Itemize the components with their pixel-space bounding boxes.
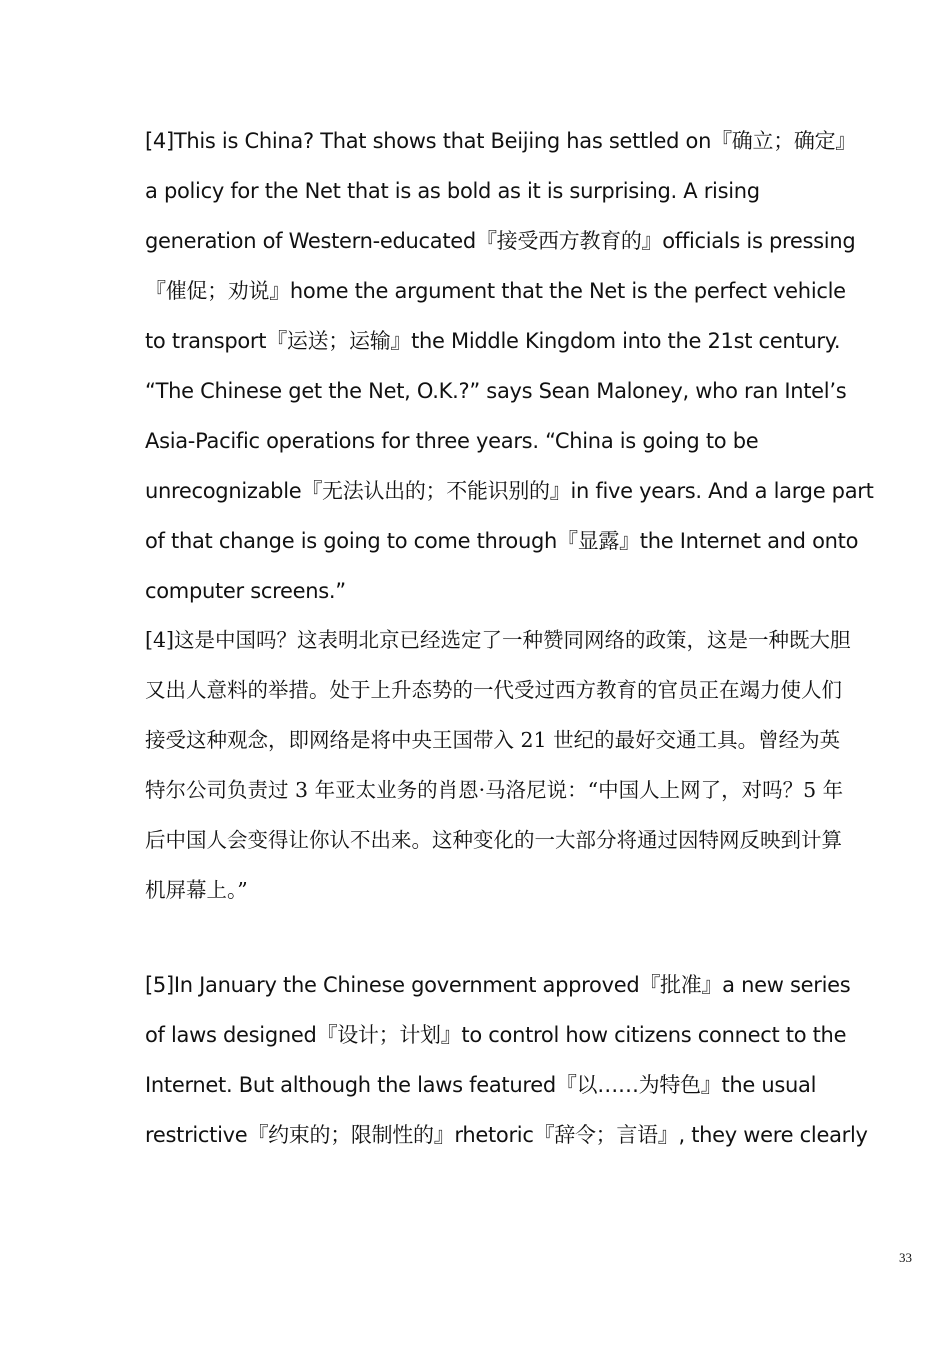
text-line: computer screens.” bbox=[145, 579, 346, 603]
text-line: unrecognizable『无法认出的；不能识别的』in five years. And a large part bbox=[145, 479, 874, 503]
text-line: restrictive『约束的；限制性的』rhetoric『辞令；言语』, they were clearly bbox=[145, 1123, 868, 1147]
page-number: 33 bbox=[899, 1250, 912, 1265]
text-line: “The Chinese get the Net, O.K.?” says Sean Maloney, who ran Intel’s bbox=[145, 379, 847, 403]
text-line: 特尔公司负责过 3 年亚太业务的肖恩·马洛尼说：“中国人上网了，对吗？5 年 bbox=[145, 778, 844, 802]
text-line: [4]这是中国吗？这表明北京已经选定了一种赞同网络的政策，这是一种既大胆 bbox=[145, 628, 851, 652]
text-line: 『催促；劝说』home the argument that the Net is the perfect vehicle bbox=[145, 279, 846, 303]
text-line: Asia-Pacific operations for three years. “China is going to be bbox=[145, 429, 759, 453]
text-line: Internet. But although the laws featured『以……为特色』the usual bbox=[145, 1073, 817, 1097]
text-line: 机屏幕上。” bbox=[145, 878, 248, 902]
text-line: 接受这种观念，即网络是将中央王国带入 21 世纪的最好交通工具。曾经为英 bbox=[145, 728, 841, 752]
text-line: of laws designed『设计；计划』to control how citizens connect to the bbox=[145, 1023, 847, 1047]
text-line: generation of Western-educated『接受西方教育的』officials is pressing bbox=[145, 229, 856, 253]
paragraph-4-english bbox=[145, 116, 910, 616]
text-line: 后中国人会变得让你认不出来。这种变化的一大部分将通过因特网反映到计算 bbox=[145, 828, 842, 852]
paragraph-4-chinese bbox=[145, 615, 910, 915]
text-line: a policy for the Net that is as bold as it is surprising. A rising bbox=[145, 179, 760, 203]
paragraph-5-english bbox=[145, 960, 910, 1160]
text-line: of that change is going to come through『显露』the Internet and onto bbox=[145, 529, 859, 553]
text-line: [5]In January the Chinese government approved『批准』a new series bbox=[145, 973, 851, 997]
text-line: [4]This is China? That shows that Beijing has settled on『确立；确定』 bbox=[145, 129, 857, 153]
text-line: 又出人意料的举措。处于上升态势的一代受过西方教育的官员正在竭力使人们 bbox=[145, 678, 842, 702]
text-line: to transport『运送；运输』the Middle Kingdom into the 21st century. bbox=[145, 329, 841, 353]
